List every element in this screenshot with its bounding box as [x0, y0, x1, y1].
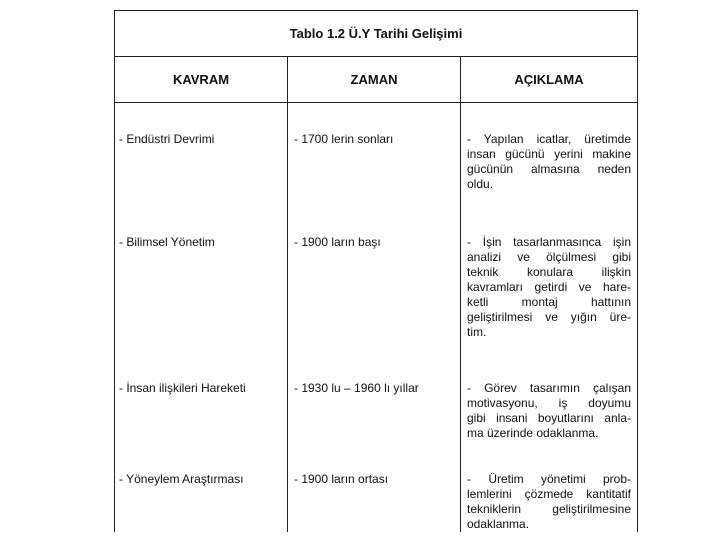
- kavram-cell: - Yöneylem Araştırması: [115, 458, 288, 532]
- aciklama-line: odaklanma.: [467, 517, 530, 531]
- table-title: Tablo 1.2 Ü.Y Tarihi Gelişimi: [115, 11, 638, 57]
- aciklama-line: insan gücünü yerini makine: [467, 147, 631, 161]
- aciklama-line: tekniklerin geliştirilmesine: [467, 502, 631, 516]
- table-header-row: [115, 57, 638, 103]
- header-kavram: KAVRAM: [115, 57, 288, 103]
- aciklama-cell: [461, 103, 638, 222]
- zaman-cell: - 1900 ların başı: [288, 221, 461, 367]
- aciklama-cell: [461, 367, 638, 458]
- aciklama-line: teknik konulara ilişkin: [467, 265, 631, 279]
- table-row: [115, 458, 638, 532]
- aciklama-line: geliştirilmesi ve yığın üre-: [467, 310, 631, 324]
- aciklama-cell: [461, 221, 638, 367]
- aciklama-line: - Yapılan icatlar, üretimde: [467, 132, 631, 146]
- aciklama-line: gücünün almasına neden: [467, 162, 631, 176]
- aciklama-line: gibi insani boyutlarını anla-: [467, 411, 631, 425]
- zaman-cell: - 1700 lerin sonları: [288, 103, 461, 222]
- table-row: [115, 221, 638, 367]
- aciklama-line: lemlerini çözmede kantitatif: [467, 487, 631, 501]
- aciklama-line: - Üretim yönetimi prob-: [467, 472, 631, 486]
- aciklama-line: oldu.: [467, 177, 494, 191]
- aciklama-line: analizi ve ölçülmesi gibi: [467, 250, 631, 264]
- aciklama-line: tim.: [467, 325, 487, 339]
- table-row: [115, 103, 638, 222]
- aciklama-line: - Görev tasarımın çalışan: [467, 381, 631, 395]
- table-row: [115, 367, 638, 458]
- aciklama-cell: [461, 458, 638, 532]
- header-aciklama: AÇIKLAMA: [461, 57, 638, 103]
- aciklama-line: ketli montaj hattının: [467, 295, 631, 309]
- header-zaman: ZAMAN: [288, 57, 461, 103]
- aciklama-line: kavramları getirdi ve hare-: [467, 280, 631, 294]
- kavram-cell: - Bilimsel Yönetim: [115, 221, 288, 367]
- aciklama-line: motivasyonu, iş doyumu: [467, 396, 631, 410]
- table-title-row: [115, 11, 638, 57]
- zaman-cell: - 1900 ların ortası: [288, 458, 461, 532]
- aciklama-line: ma üzerinde odaklanma.: [467, 426, 599, 440]
- kavram-cell: - İnsan ilişkileri Hareketi: [115, 367, 288, 458]
- zaman-cell: - 1930 lu – 1960 lı yıllar: [288, 367, 461, 458]
- aciklama-line: - İşin tasarlanmasınca işin: [467, 235, 631, 249]
- history-table: [114, 10, 638, 532]
- kavram-cell: - Endüstri Devrimi: [115, 103, 288, 222]
